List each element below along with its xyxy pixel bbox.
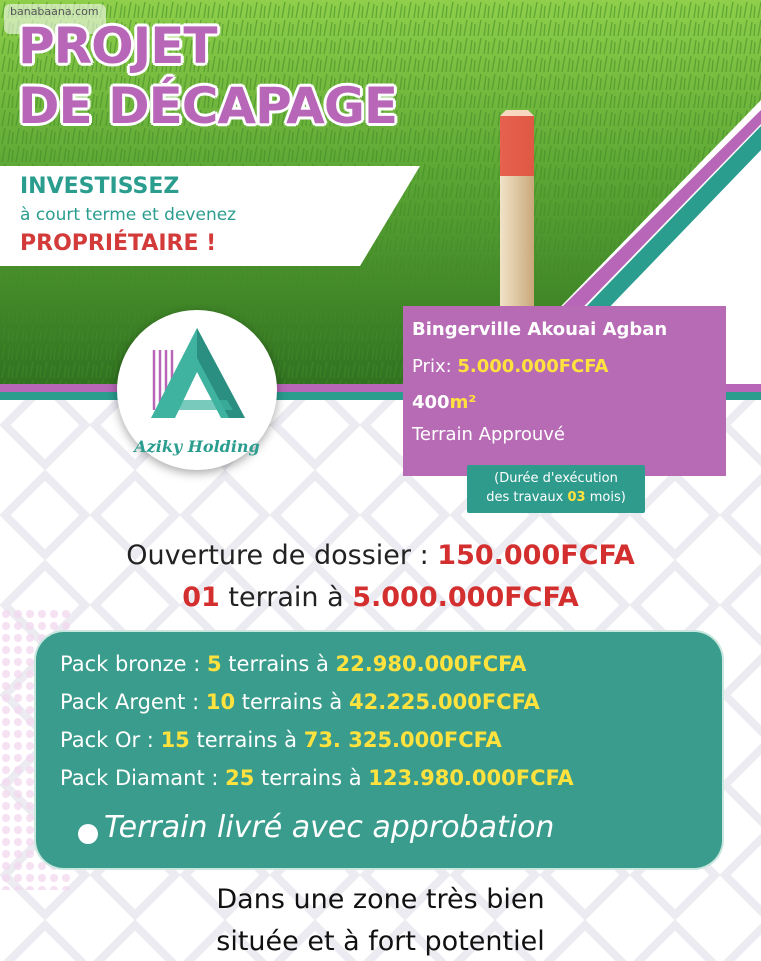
file-opening-label: Ouverture de dossier :: [126, 540, 438, 571]
title-line-2: DE DÉCAPAGE: [18, 77, 398, 135]
file-opening-line: [0, 540, 761, 571]
zone-line-2: située et à fort potentiel: [216, 926, 545, 957]
logo-company-name: Aziky Holding: [134, 437, 260, 456]
price-label: Prix:: [412, 356, 458, 377]
zone-line-1: Dans une zone très bien: [216, 884, 545, 915]
area-line: [412, 392, 476, 413]
packs-panel: [36, 632, 722, 868]
pack-price: 42.225.000FCFA: [348, 690, 540, 714]
pack-label: Pack Argent :: [60, 690, 206, 714]
approval-note: Terrain livré avec approbation: [104, 810, 555, 845]
pack-price: 123.980.000FCFA: [368, 766, 574, 790]
area-unit: m²: [449, 392, 477, 413]
price-line: [412, 356, 608, 377]
pack-mid: terrains à: [221, 652, 336, 676]
stake-icon: [498, 110, 538, 310]
invest-highlight: PROPRIÉTAIRE !: [20, 231, 217, 256]
title-line-1: PROJET: [18, 17, 217, 75]
duration-suffix: mois): [585, 490, 626, 505]
single-plot-mid: terrain à: [219, 582, 353, 613]
pack-count: 25: [225, 766, 255, 790]
pack-argent: [60, 690, 540, 714]
duration-line-1: (Durée d'exécution: [494, 471, 618, 486]
pack-or: [60, 728, 502, 752]
pack-bronze: [60, 652, 526, 676]
property-info-box: [403, 306, 726, 476]
duration-badge: [467, 465, 645, 513]
pack-count: 15: [160, 728, 190, 752]
single-plot-price: 5.000.000FCFA: [352, 582, 579, 613]
location-text: Bingerville Akouai Agban: [412, 319, 668, 340]
area-value: 400: [412, 392, 450, 413]
pack-label: Pack Diamant :: [60, 766, 226, 790]
duration-months: 03: [567, 490, 586, 505]
invest-headline: INVESTISSEZ: [20, 174, 180, 199]
pack-price: 22.980.000FCFA: [335, 652, 527, 676]
duration-prefix: des travaux: [486, 490, 568, 505]
file-opening-price: 150.000FCFA: [437, 540, 635, 571]
pack-count: 5: [207, 652, 222, 676]
pack-mid: terrains à: [189, 728, 304, 752]
watermark: banabaana.com: [4, 4, 106, 34]
pack-price: 73. 325.000FCFA: [303, 728, 502, 752]
price-value: 5.000.000FCFA: [457, 356, 609, 377]
pack-label: Pack Or :: [60, 728, 161, 752]
pack-mid: terrains à: [254, 766, 369, 790]
invest-subline: à court terme et devenez: [20, 205, 237, 225]
pack-diamant: [60, 766, 574, 790]
pack-label: Pack bronze :: [60, 652, 207, 676]
status-text: Terrain Approuvé: [412, 424, 565, 445]
single-plot-line: [0, 582, 761, 613]
pack-mid: terrains à: [235, 690, 349, 714]
pack-count: 10: [205, 690, 236, 714]
single-plot-count: 01: [182, 582, 220, 613]
bullet-icon: [78, 824, 98, 844]
duration-line-2: [467, 488, 645, 507]
